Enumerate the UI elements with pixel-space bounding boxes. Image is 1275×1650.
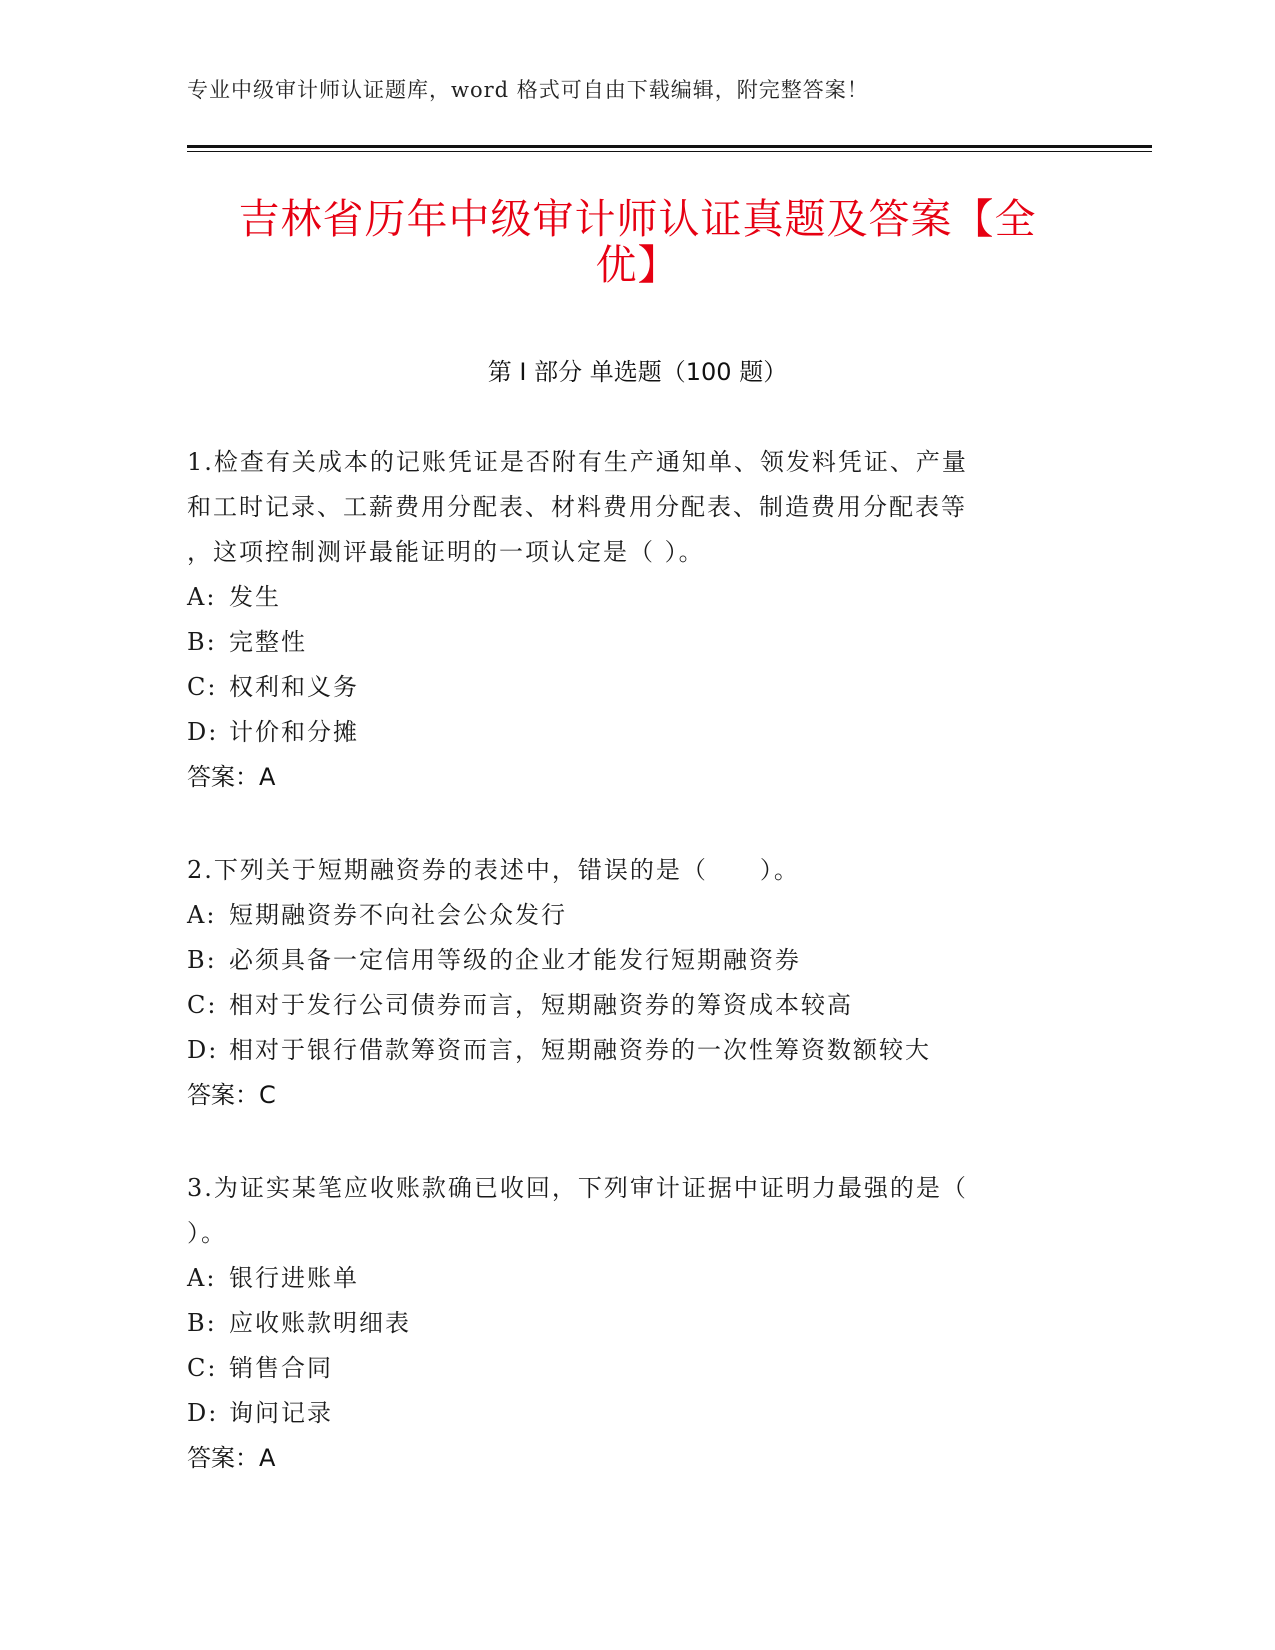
answer: 答案：A: [187, 763, 276, 791]
option-text: 发生: [229, 583, 281, 611]
option-a: [187, 1256, 1067, 1301]
option-key: A:: [187, 1264, 217, 1292]
option-text: 应收账款明细表: [229, 1309, 411, 1337]
question-line: 2.下列关于短期融资券的表述中，错误的是（ ）。: [187, 856, 800, 884]
option-a: [187, 893, 1067, 938]
option-key: D:: [187, 1399, 219, 1427]
option-text: 询问记录: [229, 1399, 333, 1427]
option-key: B:: [187, 1309, 217, 1337]
question-2: [187, 848, 1067, 1118]
option-text: 相对于银行借款筹资而言，短期融资券的一次性筹资数额较大: [229, 1036, 931, 1064]
option-key: A:: [187, 901, 217, 929]
question-text: [187, 848, 1067, 893]
header-rule-thin: [187, 151, 1152, 152]
option-b: [187, 1301, 1067, 1346]
header-note: 专业中级审计师认证题库，word 格式可自由下载编辑，附完整答案！: [187, 78, 869, 102]
question-line: ）。: [187, 1219, 227, 1247]
question-line: ，这项控制测评最能证明的一项认定是（ ）。: [187, 538, 705, 566]
option-c: [187, 665, 1067, 710]
option-d: [187, 1028, 1067, 1073]
option-text: 销售合同: [229, 1354, 333, 1382]
header-rule-thick: [187, 145, 1152, 148]
option-text: 计价和分摊: [229, 718, 359, 746]
option-c: [187, 983, 1067, 1028]
option-d: [187, 1391, 1067, 1436]
question-text: [187, 440, 1067, 575]
answer: 答案：A: [187, 1444, 276, 1472]
section-title: 第 I 部分 单选题（100 题）: [487, 358, 788, 386]
option-text: 短期融资券不向社会公众发行: [229, 901, 567, 929]
question-line: 3.为证实某笔应收账款确已收回，下列审计证据中证明力最强的是（: [187, 1174, 968, 1202]
option-key: C:: [187, 991, 218, 1019]
question-list: [187, 440, 1067, 1529]
document-title-line-2: 优】: [595, 241, 680, 289]
option-text: 完整性: [229, 628, 307, 656]
option-key: C:: [187, 1354, 218, 1382]
option-text: 银行进账单: [229, 1264, 359, 1292]
option-key: D:: [187, 718, 219, 746]
option-a: [187, 575, 1067, 620]
option-key: C:: [187, 673, 218, 701]
option-key: B:: [187, 946, 217, 974]
question-text: [187, 1166, 1067, 1256]
option-text: 相对于发行公司债券而言，短期融资券的筹资成本较高: [229, 991, 853, 1019]
option-c: [187, 1346, 1067, 1391]
option-text: 必须具备一定信用等级的企业才能发行短期融资券: [229, 946, 801, 974]
option-key: D:: [187, 1036, 219, 1064]
question-3: [187, 1166, 1067, 1481]
option-b: [187, 938, 1067, 983]
option-d: [187, 710, 1067, 755]
question-line: 和工时记录、工薪费用分配表、材料费用分配表、制造费用分配表等: [187, 493, 967, 521]
question-1: [187, 440, 1067, 800]
option-b: [187, 620, 1067, 665]
document-title-line-1: 吉林省历年中级审计师认证真题及答案【全: [238, 195, 1037, 243]
option-text: 权利和义务: [229, 673, 359, 701]
answer: 答案：C: [187, 1081, 276, 1109]
option-key: A:: [187, 583, 217, 611]
option-key: B:: [187, 628, 217, 656]
question-line: 1.检查有关成本的记账凭证是否附有生产通知单、领发料凭证、产量: [187, 448, 968, 476]
document-title: [187, 196, 1088, 288]
